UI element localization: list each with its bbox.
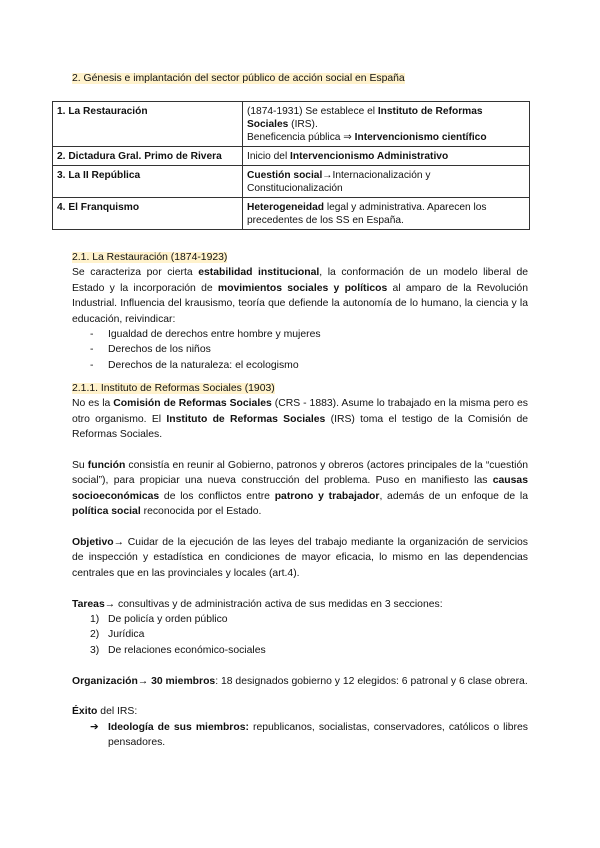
arrow-bullet-icon: ➔	[90, 721, 99, 733]
period-cell: 2. Dictadura Gral. Primo de Rivera	[53, 147, 243, 166]
list-item: - Igualdad de derechos entre hombre y mujeres	[72, 327, 528, 342]
subsection-heading: 2.1.1. Instituto de Reformas Sociales (1903)	[72, 383, 275, 394]
section-irs	[72, 381, 528, 751]
period-cell: 1. La Restauración	[53, 102, 243, 147]
table-row	[53, 102, 530, 147]
list-item: - Derechos de los niños	[72, 342, 528, 357]
table-row	[53, 166, 530, 198]
section-restauracion	[72, 250, 528, 373]
description-cell: Inicio del Intervencionismo Administrativo	[243, 147, 530, 166]
paragraph: No es la Comisión de Reformas Sociales (CRS - 1883). Asume lo trabajado en la misma pero es otro organismo. El Instituto de Reformas Sociales (IRS) toma el testigo de la Comisión de Reformas Sociales.	[72, 398, 529, 441]
list-item: 2) Jurídica	[90, 629, 145, 641]
description-cell: Heterogeneidad legal y administrativa. Aparecen los precedentes de los SS en España.	[243, 198, 530, 230]
list-item: ➔ Ideología de sus miembros: republicanos, socialistas, conservadores, católicos o libres pensadores.	[90, 721, 528, 749]
table-row	[53, 147, 530, 166]
paragraph: Organización→ 30 miembros: 18 designados gobierno y 12 elegidos: 6 patronal y 6 clase obrera.	[72, 675, 528, 687]
overview-table	[52, 101, 530, 230]
paragraph: Objetivo→ Cuidar de la ejecución de las leyes del trabajo mediante la organización de servicios de inspección y estadística en condiciones de mayor eficacia, lo mismo en las dependencias centrales que en las provinciales y locales (art.4).	[72, 537, 528, 579]
description-cell: Cuestión social→Internacionalización y Constitucionalización	[243, 166, 530, 198]
list-item: 3) De relaciones económico-sociales	[90, 644, 266, 656]
rights-list	[72, 327, 528, 373]
tasks-list	[72, 612, 528, 658]
paragraph: Éxito del IRS:	[72, 706, 138, 718]
subsection-heading: 2.1. La Restauración (1874-1923)	[72, 252, 228, 263]
period-cell: 4. El Franquismo	[53, 198, 243, 230]
list-item: 1) De policía y orden público	[90, 614, 228, 626]
paragraph: Se caracteriza por cierta estabilidad institucional, la conformación de un modelo liberal de Estado y la incorporación de movimientos sociales y políticos al amparo de la Revolución Industrial. Influencia del krausismo, teoría que defiende la autonomía de lo humano, la ciencia y la educación, reivindicar:	[72, 267, 529, 325]
list-item: - Derechos de la naturaleza: el ecologismo	[72, 358, 528, 373]
table-row	[53, 198, 530, 230]
period-cell: 3. La II República	[53, 166, 243, 198]
description-cell: (1874-1931) Se establece el Instituto de Reformas Sociales (IRS). Beneficencia pública ⇒ Intervencionismo científico	[243, 102, 530, 147]
paragraph: Tareas→ consultivas y de administración activa de sus medidas en 3 secciones:	[72, 598, 443, 610]
section-title: 2. Génesis e implantación del sector público de acción social en España	[72, 73, 405, 84]
paragraph: Su función consistía en reunir al Gobierno, patronos y obreros (actores principales de la “cuestión social”), para propiciar una nueva construcción del problema. Puso en manifiesto las causas socioeconómicas de los conflictos entre patrono y trabajador, además de un enfoque de la política social reconocida por el Estado.	[72, 460, 528, 518]
